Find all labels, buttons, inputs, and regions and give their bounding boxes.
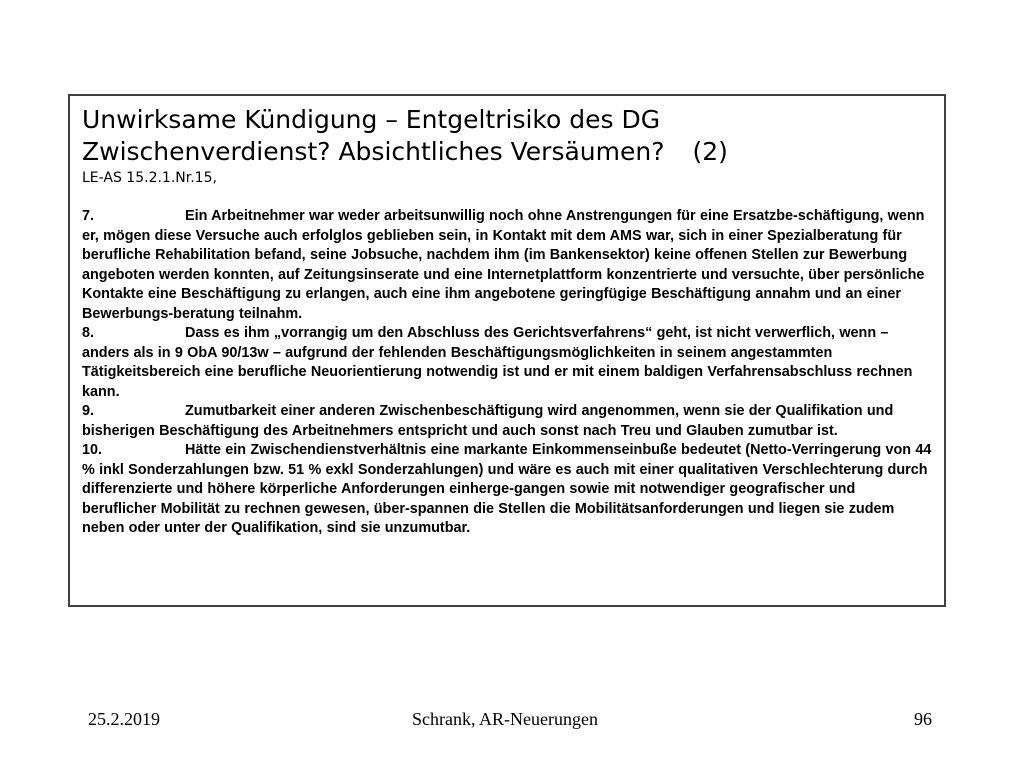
paragraph-number: 9. [82,403,95,419]
paragraph-text: Hätte ein Zwischendienstverhältnis eine markante Einkommenseinbuße bedeutet (Netto-Verringerung von 44 % inkl Sonderzahlungen bzw. 51 % exkl Sonderzahlungen) und wäre es auch mit einer qualitativen Verschlechterung durch differenzierte und höhere körperliche Anforderungen einherge-gangen sowie mit notwendiger geografischer und beruflicher Mobilität zu rechnen gewesen, über-spannen die Stellen die Mobilitätsanforderungen und liegen sie zudem neben oder unter der Qualifikation, sind sie unzumutbar. [82,442,932,536]
slide-title [82,104,932,168]
paragraph-text: Ein Arbeitnehmer war weder arbeitsunwillig noch ohne Anstrengungen für eine Ersatzbe-schäftigung, wenn er, mögen diese Versuche auch erfolglos geblieben sein, in Kontakt mit dem AMS war, sich in einer Spezialberatung für berufliche Rehabilitation befand, seine Jobsuche, nachdem ihm (im Bankensektor) keine offenen Stellen zur Bewerbung angeboten werden konnten, auf Zeitungsinserate und eine Internetplattform konzentrierte und versuchte, über persönliche Kontakte eine Beschäftigung zu erlangen, auch eine ihm angebotene geringfügige Beschäftigung annahm und an einer Bewerbungs-beratung teilnahm. [82,208,925,322]
source-reference: LE-AS 15.2.1.Nr.15, [82,170,217,186]
paragraph-10 [82,441,932,539]
paragraph-7 [82,207,932,324]
paragraph-number: 8. [82,325,95,341]
paragraph-number: 7. [82,208,95,224]
paragraph-text: Dass es ihm „vorrangig um den Abschluss des Gerichtsverfahrens“ geht, ist nicht verwerflich, wenn – anders als in 9 ObA 90/13w – aufgrund der fehlenden Beschäftigungsmöglichkeiten in seinem angestammten Tätigkeitsbereich eine berufliche Neuorientierung notwendig ist und er mit einem baldigen Verfahrensabschluss rechnen kann. [82,325,913,400]
paragraph-8 [82,324,932,402]
title-part-tag: (2) [692,137,728,166]
paragraph-9 [82,402,932,441]
title-line-2: Zwischenverdienst? Absichtliches Versäumen? [82,137,665,166]
footer-author-title: Schrank, AR-Neuerungen [412,709,598,729]
paragraph-text: Zumutbarkeit einer anderen Zwischenbeschäftigung wird angenommen, wenn sie der Qualifikation und bisherigen Beschäftigung des Arbeitnehmers entspricht und auch sonst nach Treu und Glauben zumutbar ist. [82,403,894,439]
content-box [68,94,946,607]
footer-date: 25.2.2019 [88,709,160,729]
title-line-1: Unwirksame Kündigung – Entgeltrisiko des DG [82,105,661,134]
footer-page-number: 96 [914,709,932,729]
paragraph-number: 10. [82,442,103,458]
